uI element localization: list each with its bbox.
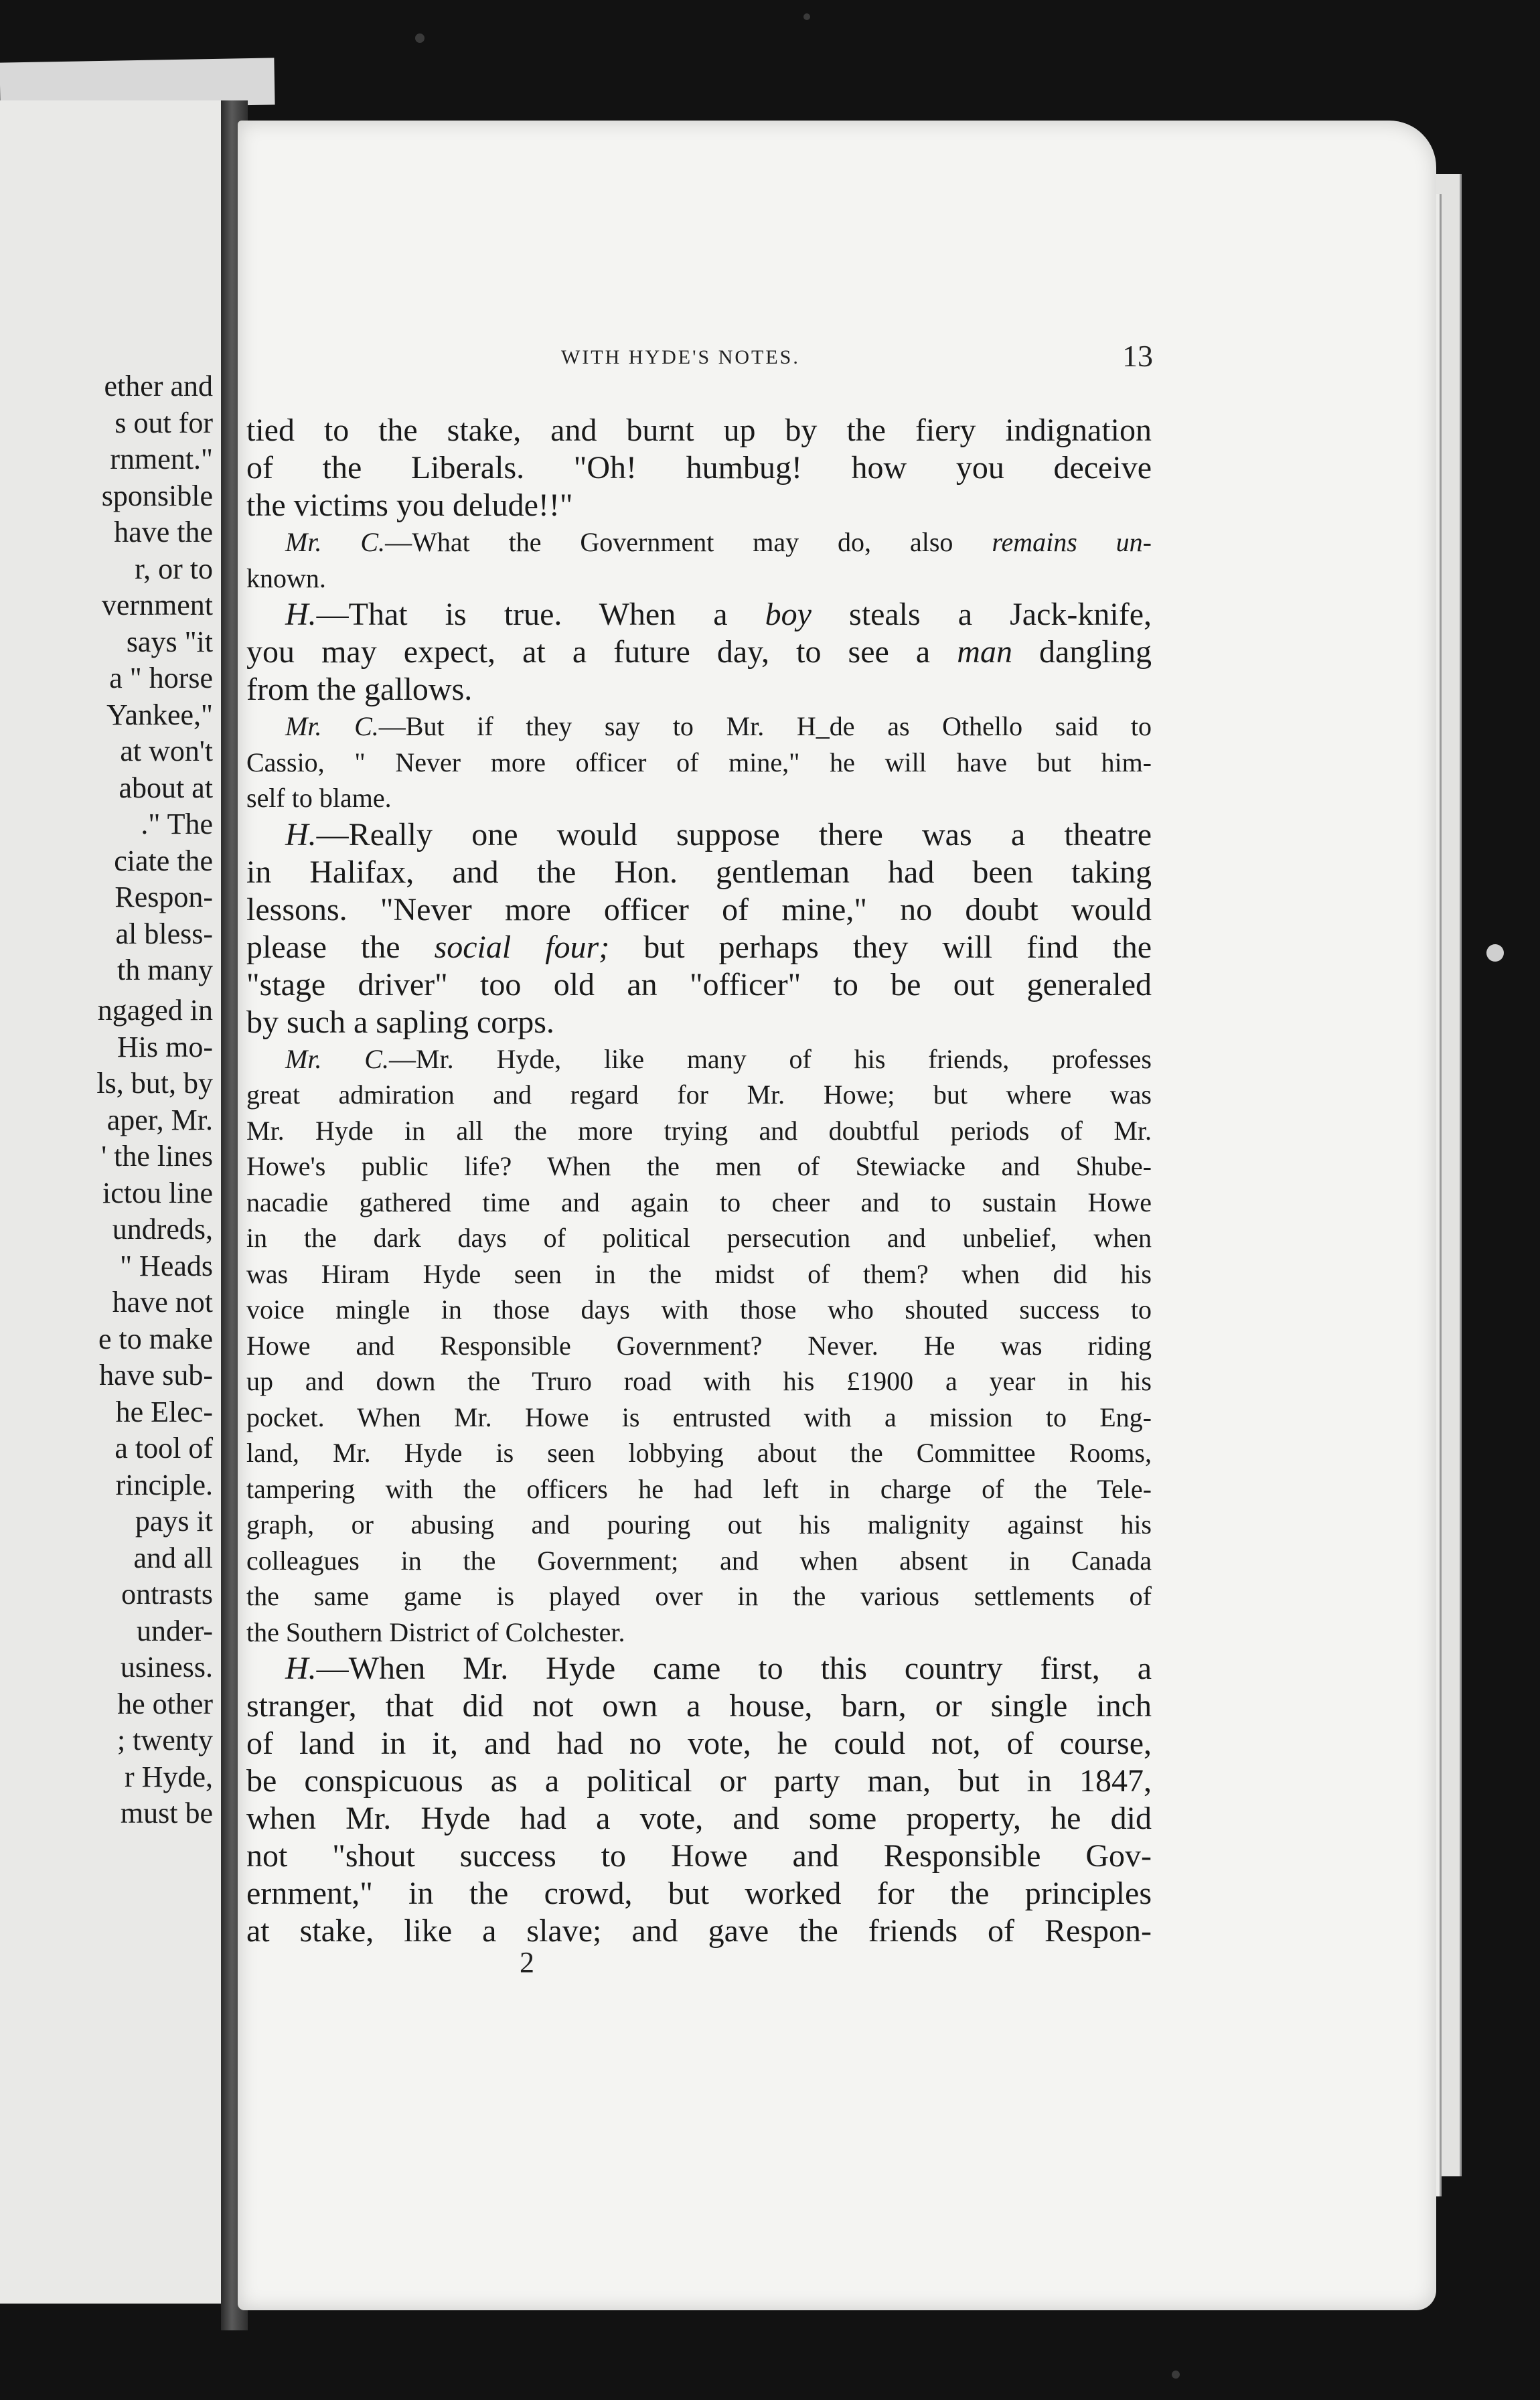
text-line: at stake, like a slave; and gave the friends of Respon- [246,1913,1152,1949]
left-page-line: sponsible [101,479,213,512]
text-line [246,1650,1152,1687]
text-line: Mr. Hyde in all the more trying and doubtful periods of Mr. [246,1115,1152,1146]
scan-speck [1172,2371,1180,2379]
signature-mark: 2 [520,1946,534,1979]
text-line: pocket. When Mr. Howe is entrusted with a mission to Eng- [246,1402,1152,1432]
text-segment: steals a Jack-knife, [849,597,1152,632]
text-line: nacadie gathered time and again to cheer and to sustain Howe [246,1187,1152,1217]
text-segment: —That is true. When a [316,597,728,632]
left-page-line: under- [137,1614,213,1647]
text-line: land, Mr. Hyde is seen lobbying about the Committee Rooms, [246,1438,1152,1468]
text-line: the victims you delude!!" [246,487,573,523]
text-line: of land in it, and had no vote, he could not, of course, [246,1726,1152,1761]
text-line: not "shout success to Howe and Responsible Gov- [246,1838,1152,1874]
text-line: Cassio, " Never more officer of mine," he will have but him- [246,747,1152,777]
text-segment: —Mr. Hyde, like many of his friends, professes [388,1043,1152,1074]
left-page-line: ngaged in [97,994,213,1027]
text-line: self to blame. [246,783,392,813]
text-line: lessons. "Never more officer of mine," no doubt would [246,891,1152,927]
left-page-line: e to make [98,1322,213,1355]
left-page-line: he other [117,1687,213,1720]
left-page-line: aper, Mr. [106,1103,213,1136]
left-page-line: rnment." [110,443,213,475]
left-page-line: and all [133,1541,213,1574]
text-segment: dangling [1039,634,1152,670]
left-page-line: says "it [126,625,213,658]
italic-phrase: remains un- [992,527,1152,557]
scan-speck [803,13,810,20]
left-page-line: have the [114,516,213,548]
left-page-line: r Hyde, [125,1760,213,1793]
text-line: the Southern District of Colchester. [246,1617,625,1647]
left-page-line: Yankee," [106,698,213,731]
left-page-line: Respon- [114,881,213,913]
text-line: tampering with the officers he had left in charge of the Tele- [246,1473,1152,1504]
left-page-line: undreds, [112,1213,213,1246]
text-line [246,816,1152,854]
speaker-label: Mr. C. [285,711,379,741]
text-line: "stage driver" too old an "officer" to be out generaled [246,966,1152,1002]
left-page-line: ictou line [102,1176,213,1209]
text-line: the same game is played over in the various settlements of [246,1581,1152,1611]
text-line: graph, or abusing and pouring out his malignity against his [246,1509,1152,1540]
text-segment: —What the Government may do, also [385,527,953,557]
text-line: up and down the Truro road with his £1900 a year in his [246,1366,1152,1396]
speaker-label: H. [285,597,317,632]
text-line: stranger, that did not own a house, barn, or single inch [246,1688,1152,1724]
left-page-line: have not [112,1286,213,1319]
text-line: colleagues in the Government; and when absent in Canada [246,1545,1152,1576]
left-facing-page [0,100,224,2304]
left-page-line: ls, but, by [96,1067,213,1100]
text-line [246,708,1152,745]
text-line: ernment," in the crowd, but worked for the principles [246,1876,1152,1911]
left-page-line: ether and [104,370,213,402]
speaker-label: H. [285,816,317,852]
text-line: when Mr. Hyde had a vote, and some property, he did [246,1801,1152,1836]
text-line [246,929,1152,966]
text-line [246,524,1152,560]
text-segment: please the [246,929,400,965]
text-line: in the dark days of political persecution and unbelief, when [246,1223,1152,1253]
text-line: be conspicuous as a political or party man, but in 1847, [246,1763,1152,1799]
text-line: Howe and Responsible Government? Never. He was riding [246,1330,1152,1361]
text-line: known. [246,562,326,593]
left-page-line: th many [117,954,213,986]
left-page-line: ' the lines [101,1140,213,1173]
left-page-line: a " horse [109,662,213,694]
left-page-line: about at [119,771,213,804]
left-page-line: at won't [120,735,213,767]
speaker-label: Mr. C. [285,527,386,557]
text-line: was Hiram Hyde seen in the midst of them? when did his [246,1258,1152,1289]
left-page-line: must be [120,1797,213,1829]
scan-speck [415,33,425,43]
left-page-line: a tool of [114,1432,213,1465]
text-segment: —But if they say to Mr. H_de as Othello said to [378,711,1152,741]
text-segment: but perhaps they will find the [643,929,1152,965]
italic-phrase: man [957,634,1012,670]
left-page-line: r, or to [135,552,213,585]
text-line: of the Liberals. "Oh! humbug! how you deceive [246,450,1152,485]
left-page-line: al bless- [115,917,213,950]
page-text [246,412,1152,1950]
text-segment: you may expect, at a future day, to see a [246,634,931,670]
left-page-line: ." The [141,808,213,840]
left-page-line: usiness. [120,1651,213,1683]
left-page-line: ontrasts [121,1578,213,1610]
text-line: great admiration and regard for Mr. Howe; but where was [246,1079,1152,1110]
text-line [246,1041,1152,1077]
text-line [246,633,1152,671]
speaker-label: H. [285,1651,317,1686]
speaker-label: Mr. C. [285,1043,389,1074]
scan-speck [1486,944,1504,962]
text-line: tied to the stake, and burnt up by the fiery indignation [246,412,1152,448]
left-page-line: he Elec- [115,1395,213,1428]
left-page-line: rinciple. [115,1468,213,1501]
text-line [246,596,1152,633]
text-segment: —Really one would suppose there was a theatre [316,816,1152,852]
left-page-line: ciate the [114,844,213,877]
left-page-line: have sub- [99,1359,213,1392]
left-page-line: His mo- [117,1030,213,1063]
left-page-line: pays it [135,1505,213,1538]
left-page-line: ; twenty [117,1724,213,1756]
text-segment: —When Mr. Hyde came to this country first, a [316,1651,1152,1686]
running-header [0,338,1540,385]
text-line: from the gallows. [246,672,473,707]
italic-phrase: social four; [434,929,610,965]
text-line: by such a sapling corps. [246,1004,554,1040]
left-page-line: vernment [101,589,213,621]
page-number: 13 [1122,339,1153,373]
left-page-line: s out for [114,406,213,439]
left-page-line: " Heads [120,1249,213,1282]
text-line: voice mingle in those days with those who shouted success to [246,1294,1152,1325]
italic-phrase: boy [765,597,812,632]
running-title: WITH HYDE'S NOTES. [561,346,800,368]
text-line: Howe's public life? When the men of Stewiacke and Shube- [246,1151,1152,1181]
text-line: in Halifax, and the Hon. gentleman had been taking [246,854,1152,890]
